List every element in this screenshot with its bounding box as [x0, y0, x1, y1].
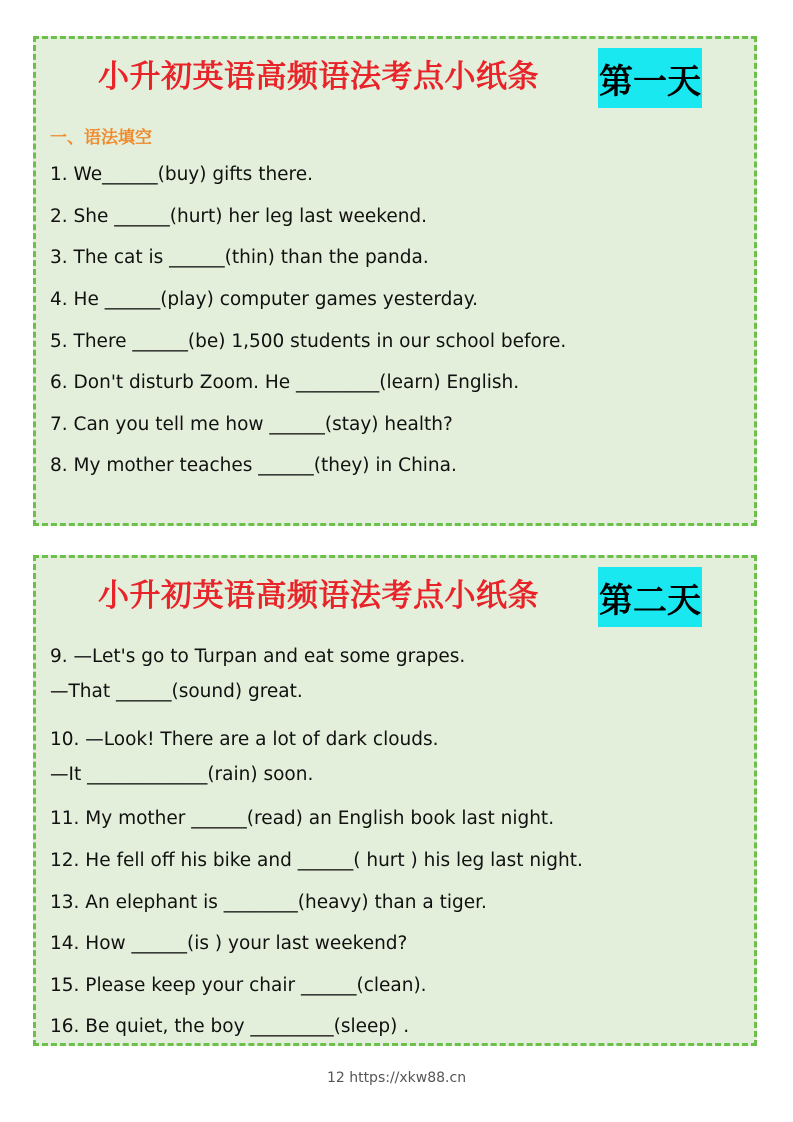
question-2: 2. She ______(hurt) her leg last weekend. [50, 206, 428, 227]
section-heading: 一、语法填空 [50, 128, 152, 148]
question-16: 16. Be quiet, the boy _________(sleep) . [50, 1016, 410, 1037]
question-14: 14. How ______(is ) your last weekend? [50, 933, 408, 954]
question-10: 10. —Look! There are a lot of dark clouds. [50, 729, 439, 750]
question-7: 7. Can you tell me how ______(stay) health? [50, 414, 453, 435]
question-1: 1. We______(buy) gifts there. [50, 164, 314, 185]
question-13: 13. An elephant is ________(heavy) than a tiger. [50, 892, 487, 913]
page-footer: 12 https://xkw88.cn [326, 1070, 467, 1086]
question-12: 12. He fell off his bike and ______( hurt ) his leg last night. [50, 850, 583, 871]
question-15: 15. Please keep your chair ______(clean). [50, 975, 427, 996]
question-11: 11. My mother ______(read) an English book last night. [50, 808, 555, 829]
question-9: 9. —Let's go to Turpan and eat some grapes. [50, 646, 466, 667]
question-6: 6. Don't disturb Zoom. He _________(learn) English. [50, 372, 520, 393]
question-9-reply: —That ______(sound) great. [50, 681, 303, 702]
question-8: 8. My mother teaches ______(they) in China. [50, 455, 457, 476]
worksheet-card-day-1 [33, 36, 757, 526]
day-badge: 第一天 [598, 48, 702, 108]
question-5: 5. There ______(be) 1,500 students in our school before. [50, 331, 567, 352]
question-10-reply: —It _____________(rain) soon. [50, 764, 314, 785]
card-title: 小升初英语高频语法考点小纸条 [98, 59, 539, 95]
question-3: 3. The cat is ______(thin) than the panda. [50, 247, 429, 268]
day-badge: 第二天 [598, 567, 702, 627]
worksheet-card-day-2 [33, 555, 757, 1046]
card-title: 小升初英语高频语法考点小纸条 [98, 578, 539, 614]
question-4: 4. He ______(play) computer games yesterday. [50, 289, 478, 310]
